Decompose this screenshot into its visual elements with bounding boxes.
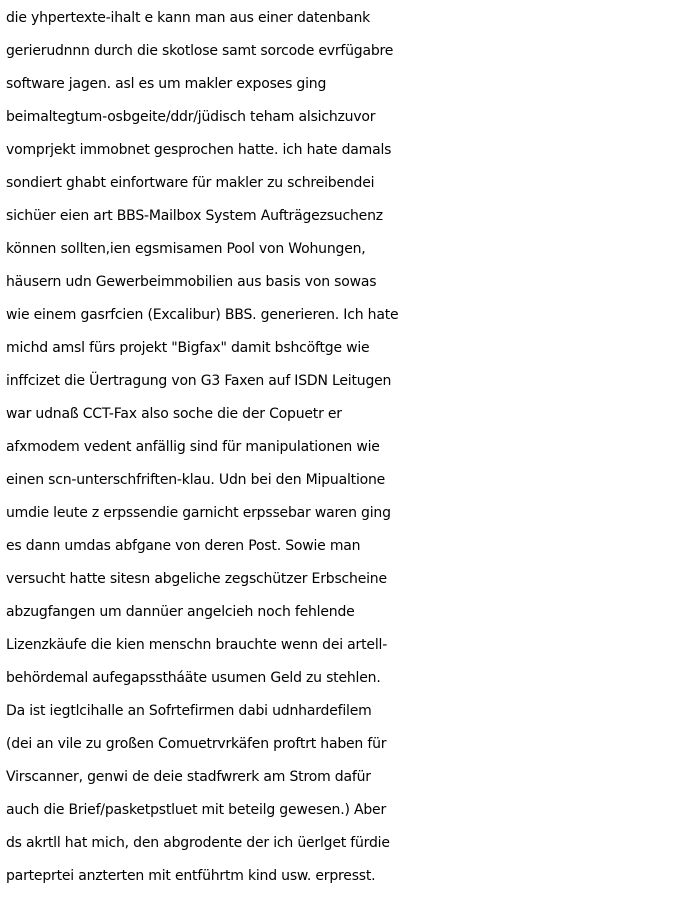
text-line-23: (dei an vile zu großen Comuetrvrkäfen proftrt haben für (6, 736, 387, 752)
text-line-13: war udnaß CCT-Fax also soche die der Copuetr er (6, 406, 342, 422)
text-line-18: versucht hatte sitesn abgeliche zegschützer Erbscheine (6, 571, 387, 587)
text-line-3: software jagen. asl es um makler exposes ging (6, 76, 327, 92)
text-line-12: inffcizet die Üertragung von G3 Faxen auf ISDN Leitugen (6, 373, 392, 389)
text-line-24: Virscanner, genwi de deie stadfwrerk am Strom dafür (6, 769, 371, 785)
text-line-4: beimaltegtum-osbgeite/ddr/jüdisch teham alsichzuvor (6, 109, 376, 125)
text-line-21: behördemal aufegapsstháäte usumen Geld zu stehlen. (6, 670, 381, 686)
text-line-25: auch die Brief/pasketpstluet mit beteilg gewesen.) Aber (6, 802, 387, 818)
text-line-14: afxmodem vedent anfällig sind für manipulationen wie (6, 439, 380, 455)
document-body (6, 2, 682, 893)
text-line-20: Lizenzkäufe die kien menschn brauchte wenn dei artell- (6, 637, 388, 653)
text-line-2: gerierudnnn durch die skotlose samt sorcode evrfügabre (6, 43, 394, 59)
text-line-11: michd amsl fürs projekt "Bigfax" damit bshcöftge wie (6, 340, 370, 356)
text-line-6: sondiert ghabt einfortware für makler zu schreibendei (6, 175, 375, 191)
text-line-17: es dann umdas abfgane von deren Post. Sowie man (6, 538, 361, 554)
text-line-19: abzugfangen um dannüer angelcieh noch fehlende (6, 604, 355, 620)
text-line-9: häusern udn Gewerbeimmobilien aus basis von sowas (6, 274, 377, 290)
text-line-16: umdie leute z erpssendie garnicht erpssebar waren ging (6, 505, 391, 521)
text-line-26: ds akrtll hat mich, den abgrodente der ich üerlget fürdie (6, 835, 390, 851)
text-line-22: Da ist iegtlcihalle an Sofrtefirmen dabi udnhardefilem (6, 703, 372, 719)
text-line-15: einen scn-unterschfriften-klau. Udn bei den Mipualtione (6, 472, 386, 488)
text-line-5: vomprjekt immobnet gesprochen hatte. ich hate damals (6, 142, 392, 158)
text-line-1: die yhpertexte-ihalt e kann man aus einer datenbank (6, 10, 371, 26)
text-line-8: können sollten,ien egsmisamen Pool von Wohungen, (6, 241, 366, 257)
text-line-10: wie einem gasrfcien (Excalibur) BBS. generieren. Ich hate (6, 307, 399, 323)
text-line-7: sichüer eien art BBS-Mailbox System Aufträgezsuchenz (6, 208, 383, 224)
text-line-27: parteprtei anzterten mit entführtm kind usw. erpresst. (6, 868, 376, 884)
